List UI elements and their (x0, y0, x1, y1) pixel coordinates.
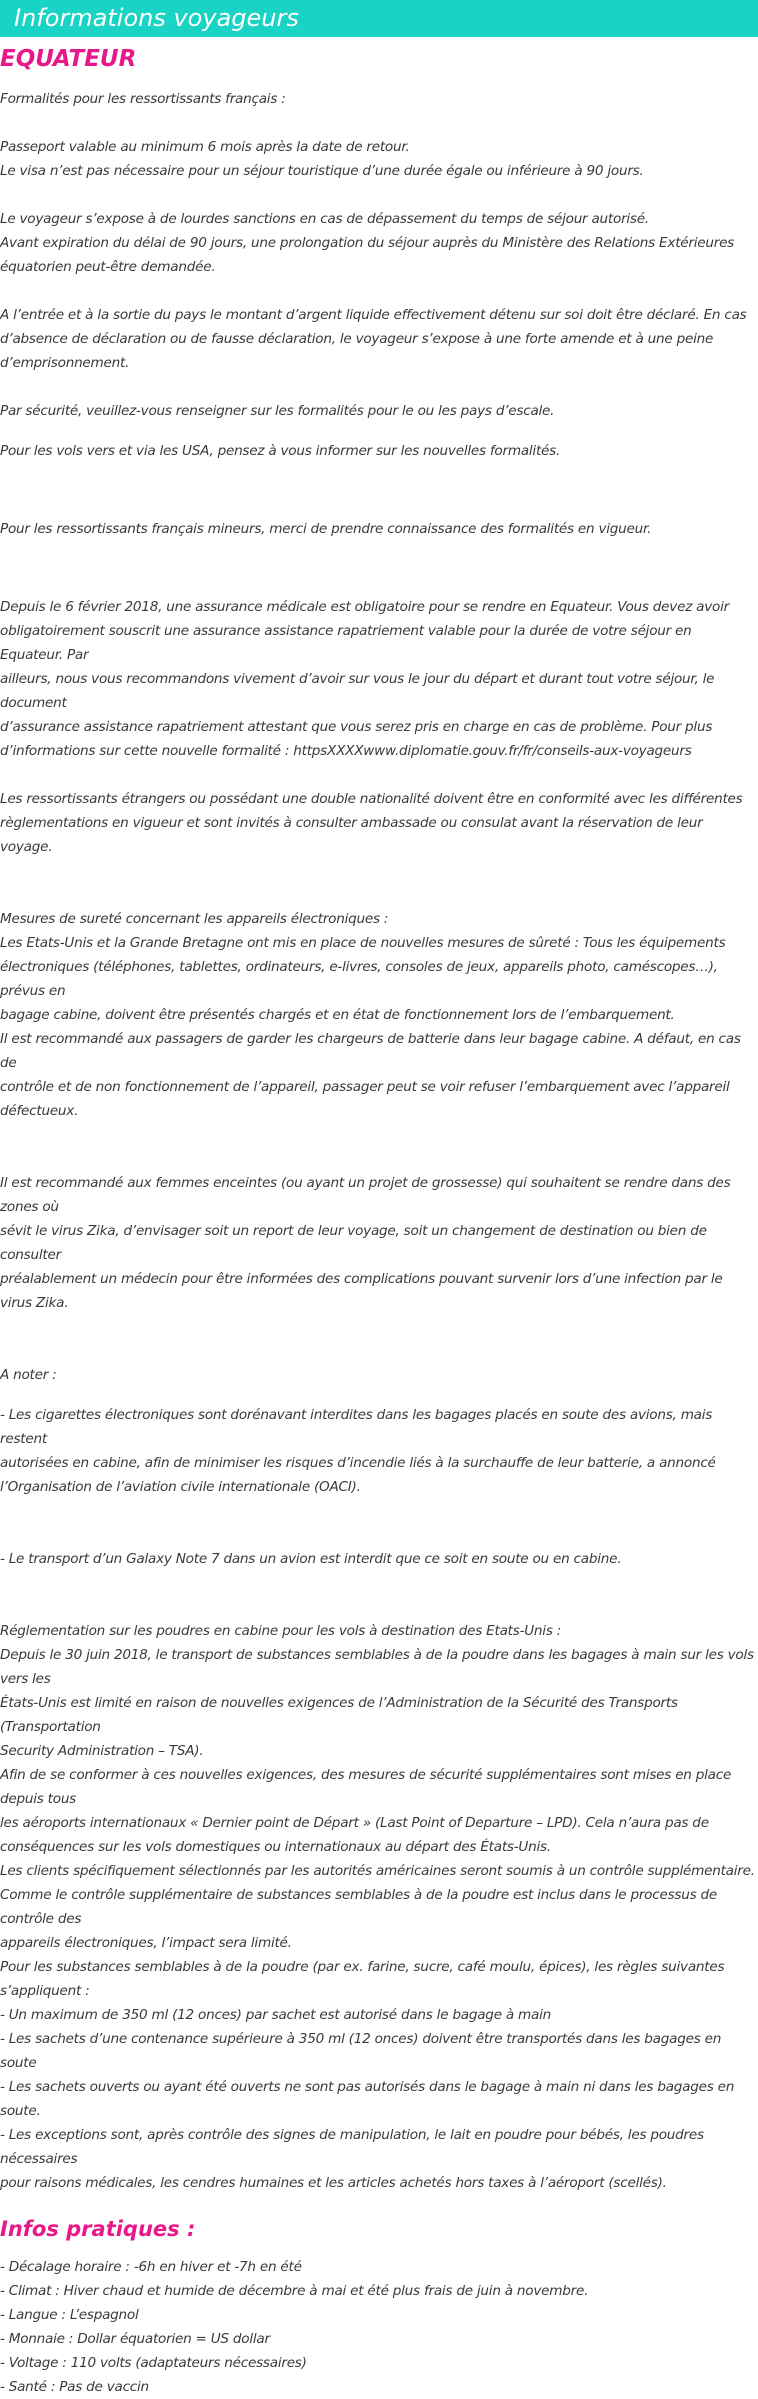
spacer (0, 375, 756, 399)
spacer (0, 111, 756, 135)
infos-pratiques-title: Infos pratiques : (0, 2217, 196, 2241)
info-climat: - Climat : Hiver chaud et humide de décembre à mai et été plus frais de juin à novembre. (0, 2283, 589, 2299)
info-monnaie: - Monnaie : Dollar équatorien = US dollar (0, 2331, 270, 2347)
spacer (0, 1315, 756, 1363)
usa-paragraph: Pour les vols vers et via les USA, pensez à vous informer sur les nouvelles formalités. (0, 443, 561, 459)
spacer (0, 279, 756, 303)
spacer (0, 463, 756, 517)
etrangers-paragraph: Les ressortissants étrangers ou possédant une double nationalité doivent être en conformité avec les différentes règlementations en vigueur et sont invités à consulter ambassade ou consulat avant la réservation de leur voyage. (0, 791, 743, 855)
country-title: EQUATEUR (0, 46, 137, 72)
argent-paragraph: A l’entrée et à la sortie du pays le montant d’argent liquide effectivement détenu sur soi doit être déclaré. En cas d’absence de déclaration ou de fausse déclaration, le voyageur s’expose à une forte amende et à une peine d’emprisonnement. (0, 307, 747, 371)
info-voltage: - Voltage : 110 volts (adaptateurs nécessaires) (0, 2355, 307, 2371)
spacer (0, 1571, 756, 1619)
a-noter-heading: A noter : (0, 1367, 57, 1383)
spacer (0, 1387, 756, 1403)
spacer (0, 763, 756, 787)
info-decalage-horaire: - Décalage horaire : -6h en hiver et -7h en été (0, 2259, 302, 2275)
appareils-paragraph: Mesures de sureté concernant les appareils électroniques : Les Etats-Unis et la Grande Bretagne ont mis en place de nouvelles mesures de sûreté : Tous les équipements électroniques (téléphones, tablettes, ordinateurs, e-livres, consoles de jeux, appareils photo, caméscopes…), prévus en bagage cabine, doivent être présentés chargés et en état de fonctionnement lors de l’embarquement. Il est recommandé aux passagers de garder les chargeurs de batterie dans leur bagage cabine. A défaut, en cas de contrôle et de non fonctionnement de l’appareil, passager peut se voir refuser l’embarquement avec l’appareil défectueux. (0, 911, 741, 1119)
info-sante: - Santé : Pas de vaccin (0, 2379, 149, 2395)
spacer (0, 423, 756, 439)
poudres-paragraph: Réglementation sur les poudres en cabine pour les vols à destination des Etats-Unis : Depuis le 30 juin 2018, le transport de substances semblables à de la poudre dans les bagages à main sur les vols vers les États-Unis est limité en raison de nouvelles exigences de l’Administration de la Sécurité des Transports (Transportation Security Administration – TSA). Afin de se conformer à ces nouvelles exigences, des mesures de sécurité supplémentaires sont mises en place depuis tous les aéroports internationaux « Dernier point de Départ » (Last Point of Departure – LPD). Cela n’aura pas de conséquences sur les vols domestiques ou internationaux au départ des États-Unis. Les clients spécifiquement sélectionnés par les autorités américaines seront soumis à un contrôle supplémentaire. Comme le contrôle supplémentaire de substances semblables à de la poudre est inclus dans le processus de contrôle des appareils électroniques, l’impact sera limité. Pour les substances semblables à de la poudre (par ex. farine, sucre, café moulu, épices), les règles suivantes s’appliquent : - Un maximum de 350 ml (12 onces) par sachet est autorisé dans le bagage à main - Les sachets d’une contenance supérieure à 350 ml (12 onces) doivent être transportés dans les bagages en soute - Les sachets ouverts ou ayant été ouverts ne sont pas autorisés dans le bagage à main ni dans les bagages en soute. - Les exceptions sont, après contrôle des signes de manipulation, le lait en poudre pour bébés, les poudres nécessaires pour raisons médicales, les cendres humaines et les articles achetés hors taxes à l’aéroport (scellés). (0, 1623, 755, 2191)
formalites-intro: Formalités pour les ressortissants français : (0, 91, 286, 107)
escale-paragraph: Par sécurité, veuillez-vous renseigner sur les formalités pour le ou les pays d’escale. (0, 403, 555, 419)
spacer (0, 1123, 756, 1171)
spacer (0, 183, 756, 207)
cigarettes-paragraph: - Les cigarettes électroniques sont dorénavant interdites dans les bagages placés en soute des avions, mais restent autorisées en cabine, afin de minimiser les risques d’incendie liés à la surchauffe de leur batterie, a annoncé l’Organisation de l’aviation civile internationale (OACI). (0, 1407, 716, 1495)
assurance-paragraph: Depuis le 6 février 2018, une assurance médicale est obligatoire pour se rendre en Equateur. Vous devez avoir obligatoirement souscrit une assurance assistance rapatriement valable pour la durée de votre séjour en Equateur. Par ailleurs, nous vous recommandons vivement d’avoir sur vous le jour du départ et durant tout votre séjour, le document d’assurance assistance rapatriement attestant que vous serez pris en charge en cas de problème. Pour plus d’informations sur cette nouvelle formalité : httpsXXXXwww.diplomatie.gouv.fr/fr/conseils-aux-voyageurs (0, 599, 729, 759)
spacer (0, 1499, 756, 1547)
info-langue: - Langue : L’espagnol (0, 2307, 139, 2323)
passeport-paragraph: Passeport valable au minimum 6 mois après la date de retour. Le visa n’est pas nécessaire pour un séjour touristique d’une durée égale ou inférieure à 90 jours. (0, 139, 644, 179)
travel-info-content (0, 87, 756, 2399)
spacer (0, 541, 756, 595)
galaxy-paragraph: - Le transport d’un Galaxy Note 7 dans un avion est interdit que ce soit en soute ou en cabine. (0, 1551, 622, 1567)
sanctions-paragraph: Le voyageur s’expose à de lourdes sanctions en cas de dépassement du temps de séjour autorisé. Avant expiration du délai de 90 jours, une prolongation du séjour auprès du Ministère des Relations Extérieures équatorien peut-être demandée. (0, 211, 735, 275)
mineurs-paragraph: Pour les ressortissants français mineurs, merci de prendre connaissance des formalités en vigueur. (0, 521, 652, 537)
infos-pratiques-list (0, 2255, 756, 2399)
zika-paragraph: Il est recommandé aux femmes enceintes (ou ayant un projet de grossesse) qui souhaitent se rendre dans des zones où sévit le virus Zika, d’envisager soit un report de leur voyage, soit un changement de destination ou bien de consulter préalablement un médecin pour être informées des complications pouvant survenir lors d’une infection par le virus Zika. (0, 1175, 731, 1311)
page-header-bar: Informations voyageurs (0, 0, 758, 37)
spacer (0, 859, 756, 907)
spacer (0, 2195, 756, 2211)
